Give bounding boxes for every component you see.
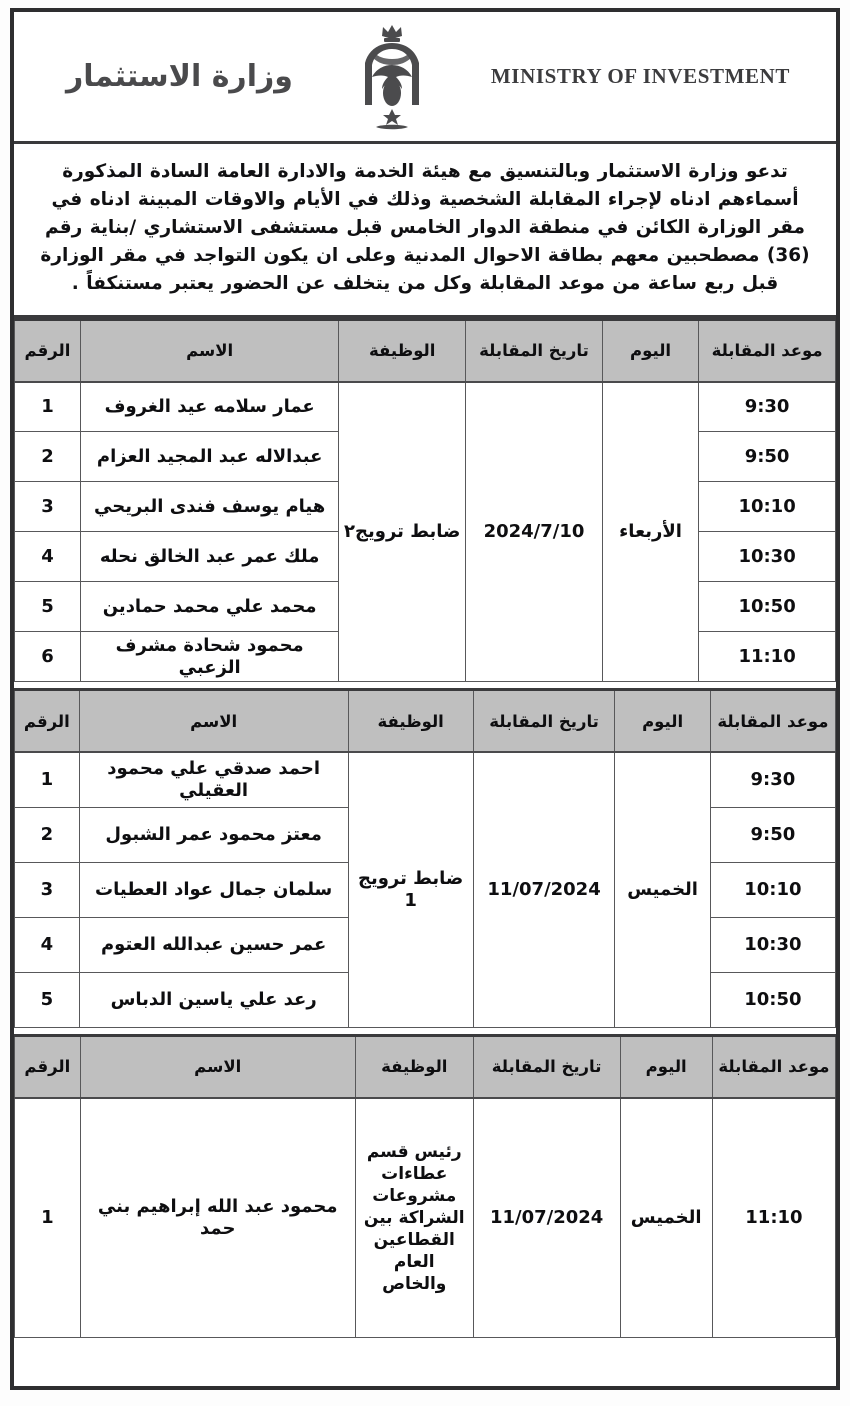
table-header-row (15, 690, 836, 753)
cell-job: رئيس قسم عطاءات مشروعات الشراكة بين القطاعين العام والخاص (355, 1098, 473, 1338)
cell-name: رعد علي ياسين الدباس (79, 972, 348, 1027)
cell-number: 5 (15, 582, 81, 632)
cell-day: الخميس (620, 1098, 712, 1338)
cell-job: ضابط ترويج 1 (348, 752, 473, 1027)
schedule-table-3 (14, 1034, 836, 1339)
column-header-date: تاريخ المقابلة (473, 690, 615, 753)
cell-name: هيام يوسف فندى البريحي (80, 482, 338, 532)
cell-number: 4 (15, 532, 81, 582)
schedule-table-1 (14, 318, 836, 683)
column-header-name: الاسم (80, 319, 338, 382)
cell-name: محمود شحادة مشرف الزعبي (80, 632, 338, 682)
cell-name: ملك عمر عبد الخالق نحله (80, 532, 338, 582)
cell-number: 4 (15, 917, 80, 972)
column-header-number: الرقم (15, 319, 81, 382)
column-header-time: موعد المقابلة (712, 1035, 835, 1098)
cell-number: 1 (15, 382, 81, 432)
cell-number: 3 (15, 862, 80, 917)
cell-time: 9:30 (710, 752, 835, 807)
intro-notice (14, 144, 836, 318)
cell-name: سلمان جمال عواد العطيات (79, 862, 348, 917)
cell-time: 9:30 (699, 382, 836, 432)
schedule-table-2 (14, 688, 836, 1028)
schedule-table-3-wrapper (14, 1034, 836, 1339)
cell-time: 10:10 (710, 862, 835, 917)
cell-number: 1 (15, 1098, 81, 1338)
column-header-day: اليوم (615, 690, 710, 753)
cell-number: 2 (15, 807, 80, 862)
cell-date: 2024/7/10 (466, 382, 603, 682)
cell-time: 10:50 (710, 972, 835, 1027)
column-header-number: الرقم (15, 1035, 81, 1098)
table-row (15, 382, 836, 432)
cell-name: محمد علي محمد حمادين (80, 582, 338, 632)
column-header-time: موعد المقابلة (710, 690, 835, 753)
ministry-english-title: MINISTRY OF INVESTMENT (490, 64, 790, 88)
column-header-number: الرقم (15, 690, 80, 753)
column-header-date: تاريخ المقابلة (466, 319, 603, 382)
jordan-coat-of-arms-icon (338, 21, 446, 133)
column-header-name: الاسم (80, 1035, 355, 1098)
cell-number: 6 (15, 632, 81, 682)
column-header-day: اليوم (620, 1035, 712, 1098)
intro-paragraph-text: تدعو وزارة الاستثمار وبالتنسيق مع هيئة الخدمة والادارة العامة السادة المذكورة أسماءهم ادناه لإجراء المقابلة الشخصية وذلك في الأيام والاوقات المبينة ادناه في مقر الوزارة الكائن في منطقة الدوار الخامس قبل مستشفى الاستشاري /بناية رقم (36) مصطحبين معهم بطاقة الاحوال المدنية وعلى ان يكون التواجد في مقر الوزارة قبل ربع ساعة من موعد المقابلة وكل من يتخلف عن الحضور يعتبر مستنكفاً . (40, 161, 810, 295)
cell-name: معتز محمود عمر الشبول (79, 807, 348, 862)
cell-name: محمود عبد الله إبراهيم بني حمد (80, 1098, 355, 1338)
column-header-day: اليوم (602, 319, 698, 382)
cell-time: 11:10 (712, 1098, 835, 1338)
table-header-row (15, 319, 836, 382)
schedule-table-1-wrapper (14, 318, 836, 683)
cell-date: 11/07/2024 (473, 752, 615, 1027)
ministry-arabic-title: وزارة الاستثمار (66, 59, 293, 94)
column-header-name: الاسم (79, 690, 348, 753)
cell-day: الخميس (615, 752, 710, 1027)
column-header-date: تاريخ المقابلة (473, 1035, 620, 1098)
table-header-row (15, 1035, 836, 1098)
cell-name: عبدالاله عبد المجيد العزام (80, 432, 338, 482)
cell-number: 1 (15, 752, 80, 807)
cell-job: ضابط ترويج٢ (339, 382, 466, 682)
table-row (15, 1098, 836, 1338)
column-header-job: الوظيفة (355, 1035, 473, 1098)
column-header-time: موعد المقابلة (699, 319, 836, 382)
column-header-job: الوظيفة (348, 690, 473, 753)
cell-time: 10:30 (699, 532, 836, 582)
cell-time: 10:10 (699, 482, 836, 532)
cell-number: 2 (15, 432, 81, 482)
cell-name: عمر حسين عبدالله العتوم (79, 917, 348, 972)
cell-time: 9:50 (710, 807, 835, 862)
cell-name: عمار سلامه عيد الغروف (80, 382, 338, 432)
cell-number: 5 (15, 972, 80, 1027)
table-row (15, 752, 836, 807)
cell-day: الأربعاء (602, 382, 698, 682)
cell-time: 10:30 (710, 917, 835, 972)
document-frame (10, 8, 840, 1390)
cell-number: 3 (15, 482, 81, 532)
cell-time: 10:50 (699, 582, 836, 632)
cell-date: 11/07/2024 (473, 1098, 620, 1338)
cell-time: 11:10 (699, 632, 836, 682)
letterhead (14, 12, 836, 144)
cell-name: احمد صدقي علي محمود العقيلي (79, 752, 348, 807)
schedule-table-2-wrapper (14, 688, 836, 1028)
column-header-job: الوظيفة (339, 319, 466, 382)
cell-time: 9:50 (699, 432, 836, 482)
